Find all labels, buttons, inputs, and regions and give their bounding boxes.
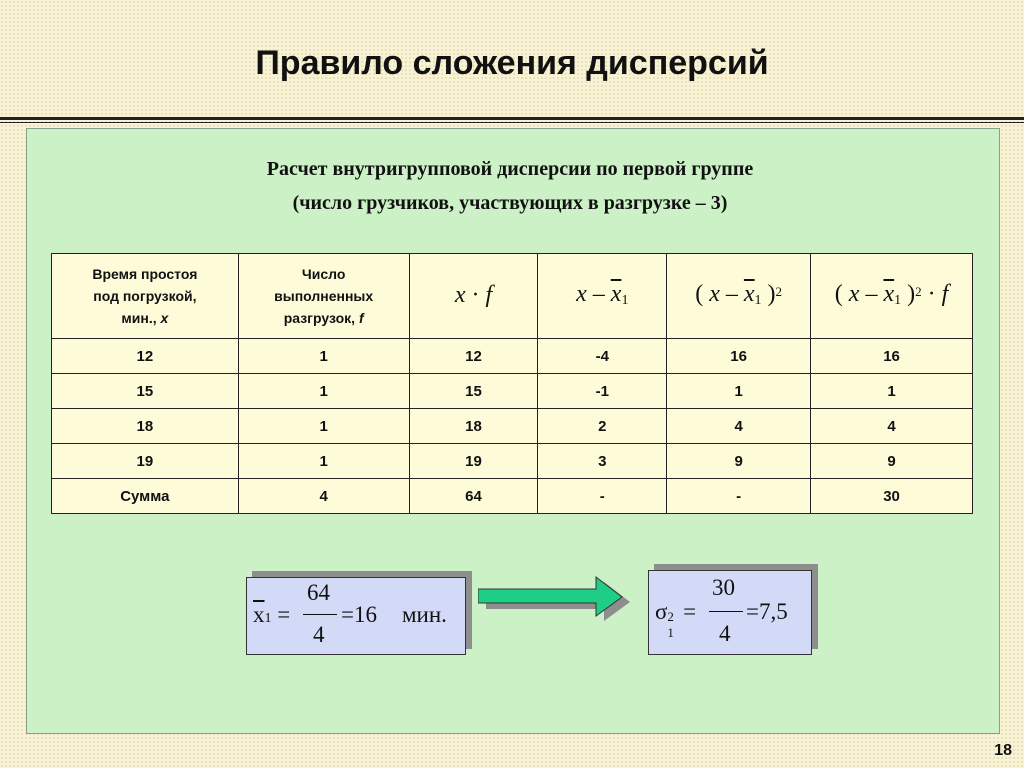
title-divider-thick bbox=[0, 117, 1024, 120]
subtitle-line-2: (число грузчиков, участвующих в разгрузке – 3) bbox=[292, 192, 728, 214]
variance-numerator: 30 bbox=[712, 575, 735, 600]
title-divider-thin bbox=[0, 122, 1024, 123]
mean-formula-box bbox=[246, 577, 466, 655]
mean-numerator: 64 bbox=[307, 580, 330, 605]
table-header-row bbox=[52, 254, 973, 339]
header-squared-deviation: ( x – $\overline{x}1$ )$^2$ bbox=[667, 254, 811, 339]
mean-fraction-bar bbox=[303, 614, 337, 615]
header-weighted-squared-deviation: ( x – $\overline{x}1$ )$^2$ · f bbox=[811, 254, 973, 339]
variance-lhs: σ 2 1 = bbox=[655, 599, 697, 640]
header-count: Число выполненных разгрузок, f bbox=[238, 254, 409, 339]
variance-result: =7,5 bbox=[746, 599, 788, 624]
page-number: 18 bbox=[994, 742, 1012, 759]
table-row: 12 1 12 -4 16 16 bbox=[52, 339, 973, 374]
variance-fraction-bar bbox=[709, 611, 743, 612]
header-deviation: x – $\overline{x}1$ bbox=[538, 254, 667, 339]
table-sum-row: Сумма 4 64 - - 30 bbox=[52, 479, 973, 514]
mean-denominator: 4 bbox=[313, 622, 325, 647]
subtitle-line-1: Расчет внутригрупповой дисперсии по первой группе bbox=[266, 158, 754, 180]
header-time: Время простоя под погрузкой, мин., x bbox=[52, 254, 239, 339]
slide-title: Правило сложения дисперсий bbox=[255, 44, 769, 82]
table-row: 15 1 15 -1 1 1 bbox=[52, 374, 973, 409]
table-row: 18 1 18 2 4 4 bbox=[52, 409, 973, 444]
header-x-times-f: x · f bbox=[409, 254, 538, 339]
subtitle bbox=[60, 152, 960, 220]
variance-denominator: 4 bbox=[719, 621, 731, 646]
mean-result: =16 bbox=[341, 602, 377, 627]
variance-formula-box bbox=[648, 570, 812, 655]
table-row: 19 1 19 3 9 9 bbox=[52, 444, 973, 479]
right-arrow-icon bbox=[478, 575, 630, 627]
data-table bbox=[51, 253, 973, 514]
mean-lhs: $\overline{x}1$ = bbox=[253, 602, 291, 627]
mean-unit: мин. bbox=[402, 602, 447, 627]
